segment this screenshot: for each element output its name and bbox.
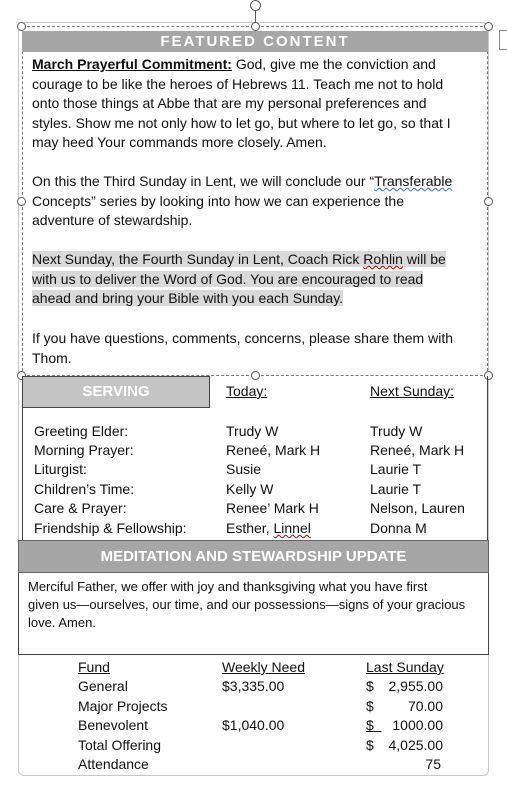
last-sunday-column-header: Last Sunday [366,659,444,675]
last-sunday-sign: $ [366,737,374,753]
last-sunday-underlined [366,716,445,736]
fund-name: Attendance [78,756,149,772]
serving-role: Friendship & Fellowship: [34,520,187,536]
serving-role: Care & Prayer: [34,500,127,516]
fund-name: Total Offering [78,737,162,753]
layout-options-icon[interactable] [499,30,507,50]
resize-handle-top-center[interactable] [251,22,260,31]
weekly-need-column-header: Weekly Need [222,659,306,675]
last-sunday-amount: 2,955.00 [388,678,443,694]
serving-next: Reneé, Mark H [370,442,465,458]
last-sunday-amount: 1000.00 [392,717,443,733]
resize-handle-top-right[interactable] [484,22,493,31]
last-sunday-amount: 75 [425,756,441,772]
next-sunday-column-header: Next Sunday: [370,383,455,399]
serving-next: Nelson, Lauren [370,500,465,516]
serving-role: Children’s Time: [34,481,135,497]
last-sunday-sign: $ [366,717,374,733]
last-sunday-sign: $ [366,678,374,694]
serving-today: Trudy W [226,423,279,439]
fund-name: General [78,678,128,694]
resize-handle-middle-right[interactable] [484,197,493,206]
prayer-commitment-lead: March Prayerful Commitment: [32,56,232,72]
next-sunday-paragraph[interactable]: Next Sunday, the Fourth Sunday in Lent, Coach Rick Rohlin will be with us to deliver the Word of God. You are encouraged to read ahead and bring your Bible with you each Sunday. [32,251,446,306]
serving-today: Renee’ Mark H [226,500,319,516]
fund-name: Benevolent [78,717,149,733]
meditation-prayer[interactable]: Merciful Father, we offer with joy and thanksgiving what you have first given us—ourselves, our time, and our possessions—signs of your gracious love. Amen. [28,579,466,630]
serving-today: Reneé, Mark H [226,442,321,458]
serving-header: SERVING [22,376,210,408]
serving-next: Trudy W [370,423,423,439]
weekly-need: $1,040.00 [222,717,285,733]
serving-today: Kelly W [226,481,274,497]
last-sunday-amount: 4,025.00 [388,737,443,753]
fund-name: Major Projects [78,698,168,714]
questions-paragraph[interactable]: If you have questions, comments, concerns, please share them with Thom. [32,330,453,366]
meditation-header: MEDITATION AND STEWARDSHIP UPDATE [18,540,489,573]
resize-handle-top-left[interactable] [17,22,26,31]
serving-today: Esther, Linnel [226,520,311,536]
serving-next: Donna M [370,520,427,536]
resize-handle-middle-left[interactable] [17,197,26,206]
last-sunday-sign: $ [366,698,374,714]
serving-next: Laurie T [370,481,422,497]
serving-role: Liturgist: [34,461,87,477]
weekly-need: $3,335.00 [222,678,285,694]
serving-role: Morning Prayer: [34,442,134,458]
serving-next: Laurie T [370,461,422,477]
featured-content-header: FEATURED CONTENT [22,31,488,52]
today-column-header: Today: [226,383,268,399]
serving-today: Susie [226,461,262,477]
prayer-commitment-paragraph[interactable]: March Prayerful Commitment: God, give me the conviction and courage to be like the heroes of Hebrews 11. Teach me not to hold onto those things at Abbe that are my personal preferences and styles. Show me not only how to let go, but where to let go, so that I may heed Your commands more closely. Amen. [32,56,451,150]
serving-role: Greeting Elder: [34,423,129,439]
rotate-handle-stem [255,10,256,22]
fund-column-header: Fund [78,659,110,675]
last-sunday-amount: 70.00 [407,698,443,714]
lent-series-paragraph[interactable]: On this the Third Sunday in Lent, we will conclude our “Transferable Concepts” series by looking into how we can experience the adventure of stewardship. [32,173,453,228]
